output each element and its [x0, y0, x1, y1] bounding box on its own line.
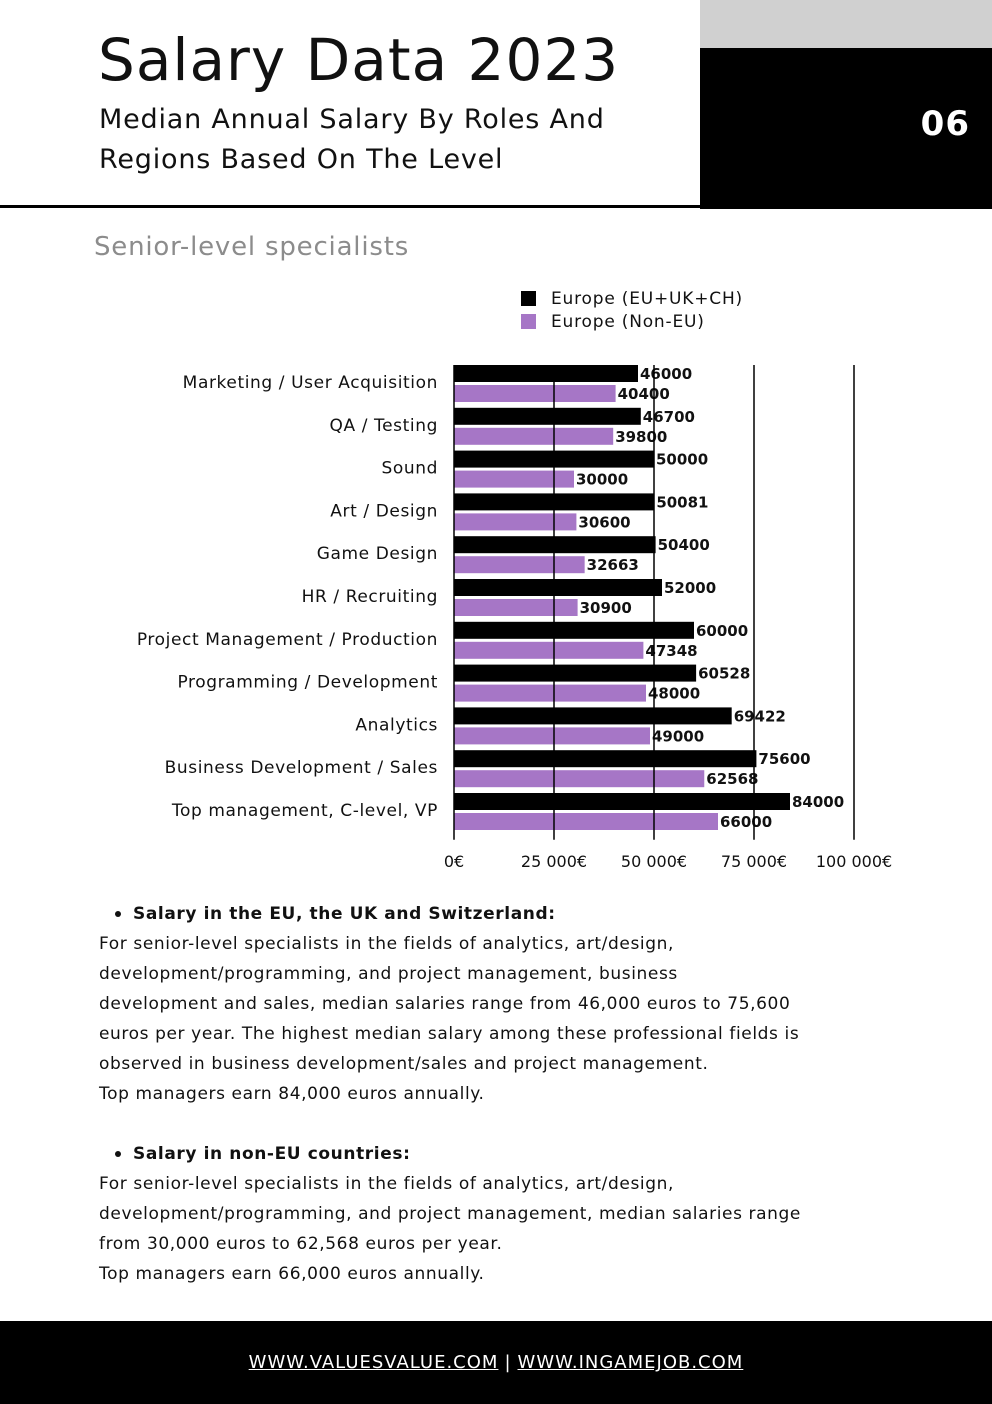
data-label-non-eu: 32663	[586, 556, 639, 575]
bar-eu	[454, 707, 732, 724]
note-line: from 30,000 euros to 62,568 euros per year.	[99, 1234, 503, 1254]
note-line: development/programming, and project management, business	[99, 964, 678, 984]
bar-non-eu	[454, 513, 576, 530]
legend-swatch-non-eu	[521, 314, 536, 329]
section-title: Senior-level specialists	[94, 232, 410, 262]
category-label: QA / Testing	[329, 415, 438, 436]
bar-eu	[454, 793, 790, 810]
bullet-icon	[115, 1151, 121, 1157]
data-label-non-eu: 30000	[576, 470, 629, 489]
note-heading-non-eu-text: Salary in non-EU countries:	[133, 1144, 411, 1164]
data-label-non-eu: 30900	[579, 599, 632, 617]
note-heading-non-eu	[99, 1139, 919, 1169]
bar-non-eu	[454, 556, 585, 573]
category-label: Art / Design	[330, 501, 438, 522]
bar-non-eu	[454, 685, 646, 702]
page-subtitle: Median Annual Salary By Roles And Regions Based On The Level	[99, 104, 605, 175]
bar-eu	[454, 665, 696, 682]
salary-bar-chart	[0, 350, 992, 870]
category-label: Marketing / User Acquisition	[182, 373, 438, 393]
data-label-eu: 69422	[733, 707, 786, 726]
data-label-eu: 52000	[664, 579, 717, 597]
note-line: Top managers earn 66,000 euros annually.	[99, 1264, 485, 1284]
data-label-non-eu: 47348	[645, 641, 698, 660]
legend-label-non-eu: Europe (Non-EU)	[551, 311, 705, 332]
data-label-eu: 50000	[656, 450, 709, 469]
chart-legend	[521, 287, 743, 333]
category-label: HR / Recruiting	[301, 587, 438, 607]
note-heading-eu-text: Salary in the EU, the UK and Switzerland:	[133, 904, 556, 924]
bar-eu	[454, 536, 656, 553]
x-tick-label: 50 000€	[620, 851, 688, 870]
data-label-non-eu: 66000	[720, 813, 773, 831]
x-tick-label: 100 000€	[815, 851, 893, 870]
data-label-non-eu: 30600	[578, 513, 631, 532]
data-label-eu: 60000	[696, 621, 749, 640]
note-heading-eu	[99, 899, 919, 929]
note-line: observed in business development/sales and project management.	[99, 1054, 709, 1074]
category-label: Business Development / Sales	[164, 758, 438, 779]
bar-non-eu	[454, 428, 613, 445]
bar-eu	[454, 622, 694, 639]
category-label: Programming / Development	[177, 672, 438, 693]
footer-link-ingamejob[interactable]: WWW.INGAMEJOB.COM	[517, 1352, 744, 1373]
note-line: Top managers earn 84,000 euros annually.	[99, 1084, 485, 1104]
data-label-non-eu: 62568	[706, 770, 759, 789]
category-label: Project Management / Production	[136, 629, 438, 650]
data-label-eu: 75600	[758, 750, 811, 769]
bullet-icon	[115, 911, 121, 917]
data-label-eu: 46700	[642, 407, 695, 426]
legend-item-non-eu	[521, 310, 743, 333]
data-label-non-eu: 48000	[648, 684, 701, 703]
footer-separator: |	[504, 1352, 512, 1373]
bar-non-eu	[454, 385, 616, 402]
footer	[0, 1321, 992, 1404]
bar-eu	[454, 750, 756, 767]
x-tick-label: 25 000€	[520, 851, 588, 870]
note-line: For senior-level specialists in the fields of analytics, art/design,	[99, 934, 674, 954]
legend-item-eu	[521, 287, 743, 310]
category-label: Analytics	[355, 715, 438, 736]
legend-label-eu: Europe (EU+UK+CH)	[551, 288, 743, 309]
bar-non-eu	[454, 727, 650, 744]
bar-eu	[454, 408, 641, 425]
bar-non-eu	[454, 471, 574, 488]
bar-non-eu	[454, 813, 718, 830]
data-label-eu: 84000	[792, 793, 845, 811]
bar-eu	[454, 365, 638, 382]
x-tick-label: 0€	[443, 851, 465, 870]
bar-eu	[454, 579, 662, 596]
spacer	[99, 1109, 919, 1139]
note-line: development/programming, and project management, median salaries range	[99, 1204, 801, 1224]
data-label-non-eu: 39800	[615, 427, 668, 446]
bar-non-eu	[454, 599, 578, 616]
x-tick-label: 75 000€	[720, 851, 788, 870]
note-line: development and sales, median salaries range from 46,000 euros to 75,600	[99, 994, 791, 1014]
bar-non-eu	[454, 770, 704, 787]
header-rule	[0, 205, 700, 208]
page-title: Salary Data 2023	[98, 26, 620, 94]
category-label: Top management, C-level, VP	[171, 801, 438, 821]
footer-link-valuesvalue[interactable]: WWW.VALUESVALUE.COM	[248, 1352, 499, 1373]
bar-non-eu	[454, 642, 643, 659]
data-label-non-eu: 40400	[617, 385, 670, 403]
data-label-eu: 50400	[657, 536, 710, 555]
category-label: Sound	[381, 458, 438, 479]
page-number: 06	[920, 104, 970, 144]
header-grey-band	[700, 0, 992, 48]
note-line: euros per year. The highest median salary among these professional fields is	[99, 1024, 800, 1044]
note-line: For senior-level specialists in the fields of analytics, art/design,	[99, 1174, 674, 1194]
legend-swatch-eu	[521, 291, 536, 306]
category-label: Game Design	[316, 544, 438, 565]
data-label-non-eu: 49000	[652, 727, 705, 746]
data-label-eu: 50081	[656, 493, 709, 512]
data-label-eu: 60528	[698, 664, 751, 683]
data-label-eu: 46000	[640, 365, 693, 383]
notes	[99, 899, 919, 1289]
